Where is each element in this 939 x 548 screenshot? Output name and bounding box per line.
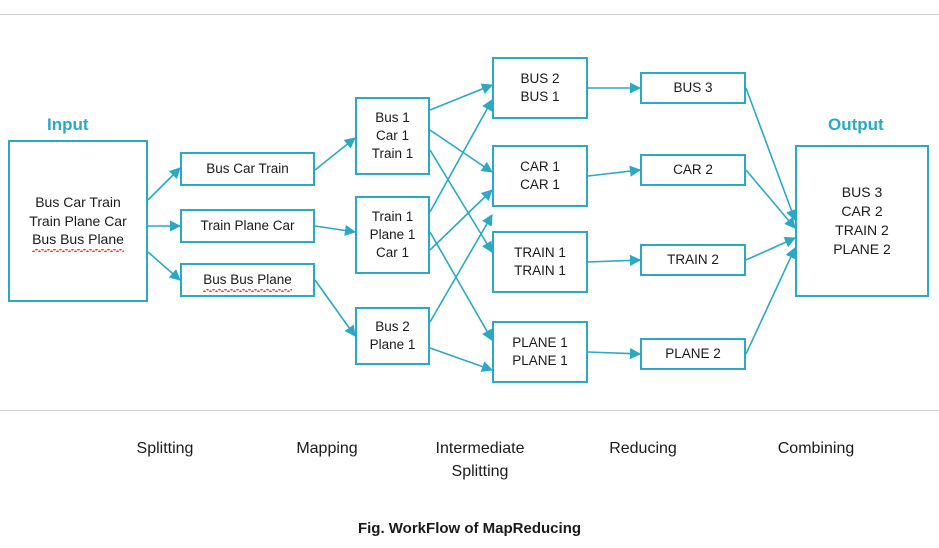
splitting-box-2-line-1: Train Plane Car (200, 217, 295, 233)
input-heading: Input (47, 115, 89, 134)
mapping-box-1 (355, 97, 430, 175)
intermediate-box-4-line-2: PLANE 1 (512, 353, 568, 368)
intermediate-box-3-line-2: TRAIN 1 (514, 263, 566, 278)
output-line-3: TRAIN 2 (835, 222, 889, 238)
output-heading: Output (828, 115, 884, 134)
intermediate-box-2 (492, 145, 588, 207)
mapping-box-1-line-1: Bus 1 (375, 109, 410, 125)
stage-label-intermediate-line-2: Splitting (451, 463, 509, 481)
intermediate-box-3-line-1: TRAIN 1 (514, 244, 566, 260)
reducing-box-1-line-1: BUS 3 (673, 79, 713, 95)
mapping-box-2-line-2: Plane 1 (369, 226, 416, 242)
output-line-4: PLANE 2 (833, 240, 891, 257)
splitting-box-2 (180, 209, 315, 243)
intermediate-box-3 (492, 231, 588, 293)
mapping-box-3-line-1: Bus 2 (375, 318, 410, 334)
mapping-box-3-line-2: Plane 1 (369, 337, 416, 352)
reducing-box-1 (640, 72, 746, 104)
stage-label-intermediate-line-1: Intermediate (435, 440, 525, 457)
stage-label-splitting: Splitting (136, 440, 194, 457)
mapping-box-2 (355, 196, 430, 274)
mapping-box-1-line-3: Train 1 (371, 146, 414, 162)
reducing-box-2 (640, 154, 746, 186)
splitting-box-1-line-1: Bus Car Train (206, 160, 289, 176)
stage-label-reducing: Reducing (609, 440, 677, 457)
stage-label-intermediate-splitting (400, 437, 560, 483)
splitting-box-1 (180, 152, 315, 186)
output-line-2: CAR 2 (841, 203, 883, 220)
top-divider (0, 14, 939, 15)
intermediate-box-4-line-1: PLANE 1 (512, 334, 568, 350)
intermediate-box-2-line-2: CAR 1 (520, 177, 560, 192)
output-line-1: BUS 3 (841, 184, 883, 201)
mapping-box-2-line-1: Train 1 (371, 208, 414, 224)
stage-label-mapping: Mapping (296, 440, 358, 457)
splitting-box-3-text: Bus Bus Plane (203, 271, 292, 289)
figure-caption: Fig. WorkFlow of MapReducing (357, 520, 582, 537)
reducing-box-3 (640, 244, 746, 276)
mapping-box-3 (355, 307, 430, 365)
mapping-box-2-line-3: Car 1 (375, 245, 409, 261)
reducing-box-4 (640, 338, 746, 370)
input-line-3 (32, 230, 124, 249)
mapping-box-1-line-2: Car 1 (375, 127, 409, 143)
intermediate-box-1-line-1: BUS 2 (520, 70, 560, 86)
output-box (795, 145, 929, 297)
splitting-box-3 (180, 263, 315, 297)
input-line-1: Bus Car Train (35, 193, 121, 210)
intermediate-box-4 (492, 321, 588, 383)
intermediate-box-1-line-2: BUS 1 (520, 89, 560, 104)
input-box (8, 140, 148, 302)
input-line-3-text: Bus Bus Plane (32, 231, 124, 248)
reducing-box-3-line-1: TRAIN 2 (667, 251, 719, 267)
reducing-box-4-line-1: PLANE 2 (665, 345, 721, 361)
bottom-divider (0, 410, 939, 411)
intermediate-box-1 (492, 57, 588, 119)
input-line-2: Train Plane Car (29, 212, 127, 229)
intermediate-box-2-line-1: CAR 1 (520, 158, 560, 174)
splitting-box-3-line-1 (203, 271, 292, 289)
reducing-box-2-line-1: CAR 2 (673, 161, 713, 177)
stage-label-combining: Combining (777, 440, 855, 457)
